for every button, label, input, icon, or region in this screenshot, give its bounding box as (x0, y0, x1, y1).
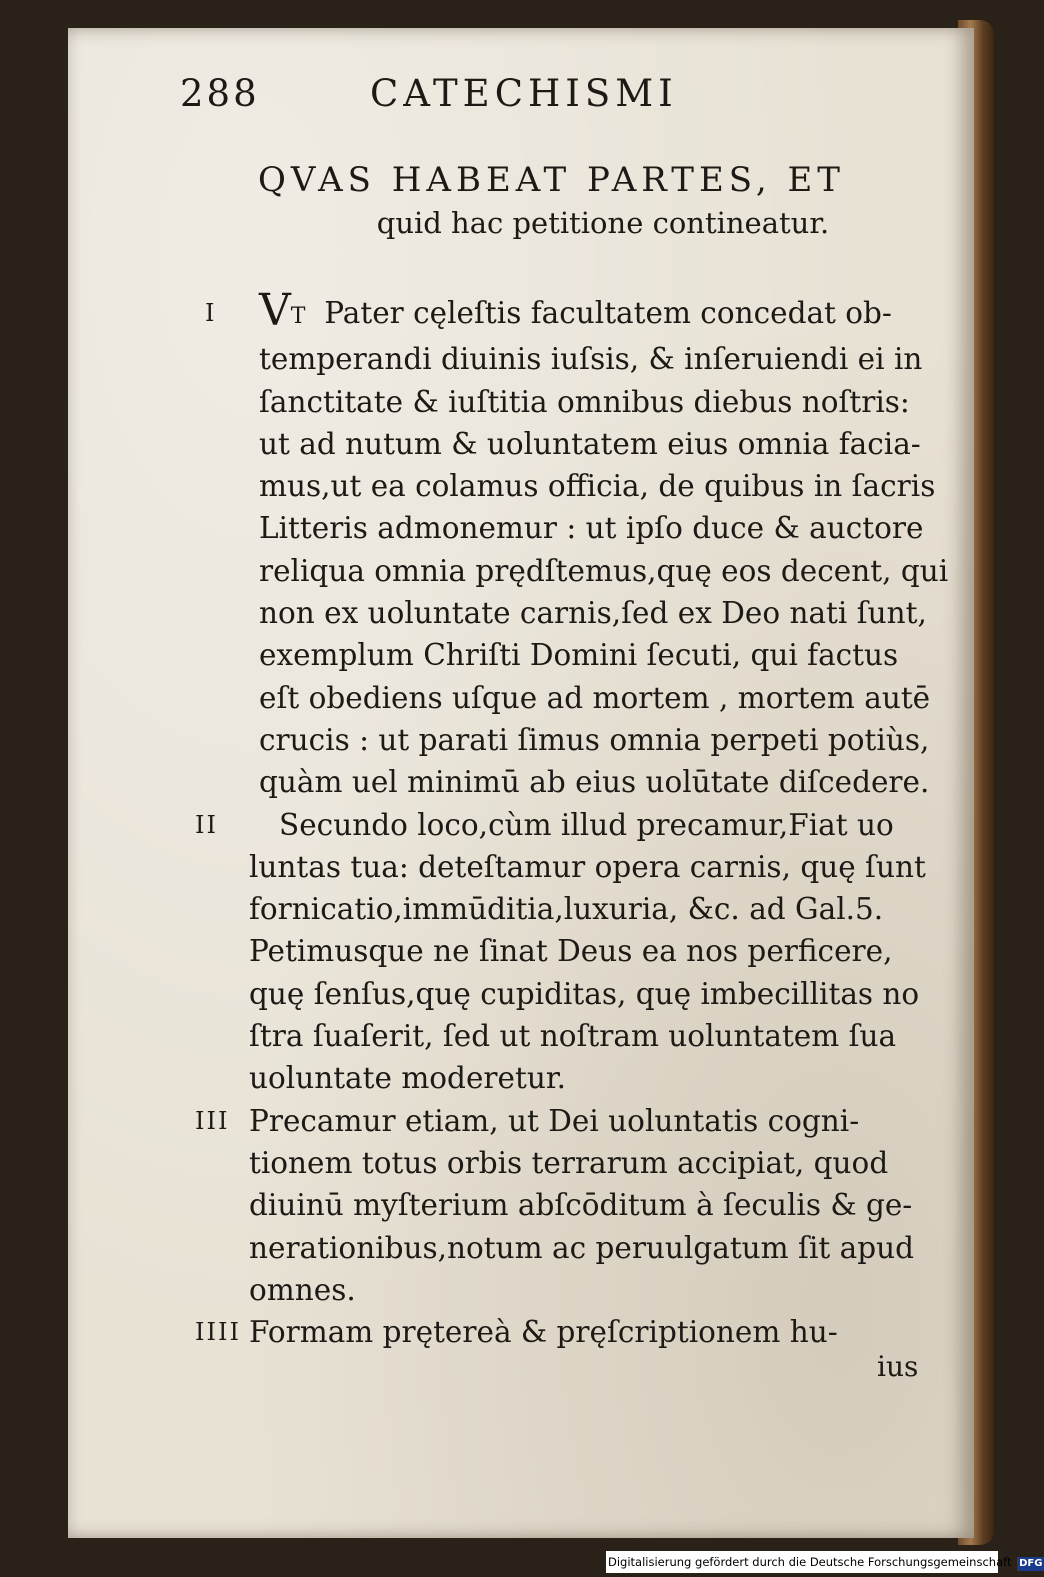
section-subheading: quid hac petitione contineatur. (376, 206, 830, 240)
text-line: nerationibus,notum ac peruulgatum ſit apud (249, 1230, 914, 1265)
text-line: non ex uoluntate carnis,ſed ex Deo nati ſunt, (259, 596, 927, 631)
text-line: fornicatio,immūditia,luxuria, &c. ad Gal.5. (249, 892, 884, 927)
dfg-logo: DFG (1019, 1558, 1043, 1569)
section-heading: QVAS HABEAT PARTES, ET (258, 160, 845, 200)
credit-text: Digitalisierung gefördert durch die Deutsche Forschungsgemeinschaft (608, 1555, 1012, 1569)
text-line: Formam prętereà & pręſcriptionem hu- (249, 1315, 838, 1350)
dropcap: V (259, 285, 291, 336)
dropcap-rest: T (290, 304, 306, 329)
text-line: uoluntate moderetur. (249, 1061, 567, 1096)
paragraph-number: II (195, 810, 218, 839)
text-line: Petimusque ne ſinat Deus ea nos perficere, (249, 934, 893, 969)
paragraph-1 (205, 285, 949, 804)
page-number: 288 (180, 72, 260, 115)
text-line: crucis : ut parati ſimus omnia perpeti potiùs, (259, 722, 930, 757)
paragraph-2 (195, 804, 947, 1100)
text-line (259, 285, 947, 338)
text-line: Secundo loco,cùm illud precamur,Fiat uo (279, 807, 894, 842)
text-line: ſtra ſuaſerit, ſed ut noſtram uoluntatem ſua (249, 1019, 897, 1054)
text-line: omnes. (249, 1272, 356, 1307)
body-text (195, 285, 949, 1353)
text-line: quę ſenſus,quę cupiditas, quę imbecillitas no (249, 976, 920, 1011)
paragraph-number: III (195, 1106, 230, 1135)
text-line: reliqua omnia prędſtemus,quę eos decent, qui (259, 553, 949, 588)
text-line: eſt obediens uſque ad mortem , mortem autē (259, 680, 931, 715)
text-line: ſanctitate & iuſtitia omnibus diebus noſtris: (259, 384, 910, 419)
paragraph-4 (195, 1311, 947, 1353)
text-line: mus,ut ea colamus officia, de quibus in ſacris (259, 469, 936, 504)
text-line: ut ad nutum & uoluntatem eius omnia facia- (259, 426, 921, 461)
paragraph-number: IIII (195, 1318, 241, 1347)
text-line: tionem totus orbis terrarum accipiat, quod (249, 1145, 889, 1180)
text-line: diuinū myſterium abſcōditum à ſeculis & ge- (249, 1188, 913, 1223)
text-line: temperandi diuinis iuſsis, & inſeruiendi ei in (259, 342, 923, 377)
digitization-credit (606, 1551, 1043, 1573)
text-line: luntas tua: deteſtamur opera carnis, quę ſunt (249, 849, 926, 884)
text-line: exemplum Chriſti Domini ſecuti, qui factus (259, 638, 899, 673)
text-line: Precamur etiam, ut Dei uoluntatis cogni- (249, 1103, 860, 1138)
running-head: CATECHISMI (370, 72, 678, 115)
paragraph-number: I (205, 299, 217, 327)
text-line-content: Pater cęleſtis facultatem concedat ob- (324, 296, 892, 330)
paragraph-3 (195, 1100, 947, 1311)
text-line: quàm uel minimū ab eius uolūtate diſcedere. (259, 765, 930, 800)
catchword: ius (877, 1350, 919, 1383)
text-line: Litteris admonemur : ut ipſo duce & auctore (259, 511, 924, 546)
